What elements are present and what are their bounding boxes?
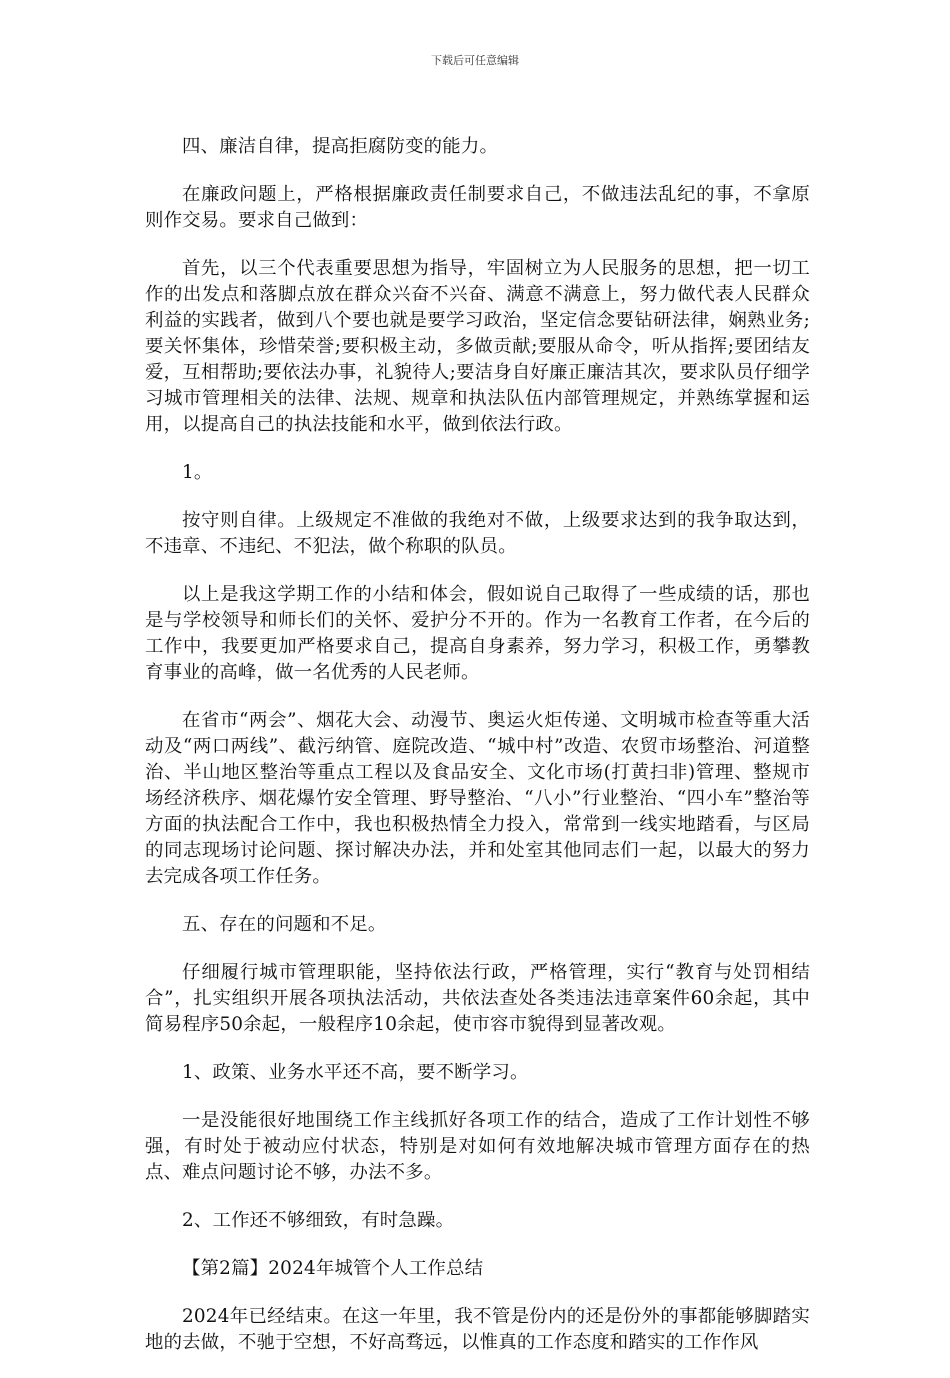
paragraph-item-number: 1。: [182, 462, 213, 483]
paragraph-year-ended: 2024年已经结束。在这一年里，我不管是份内的还是份外的事都能够脚踏实地的去做，不驰于空想，不好高骛远，以惟真的工作态度和踏实的工作作风: [145, 1306, 810, 1353]
paragraph-city-management: 仔细履行城市管理职能，坚持依法行政，严格管理，实行“教育与处罚相结合”，扎实组织开展各项执法活动，共依法查处各类违法违章案件60余起，其中简易程序50余起，一般程序10余起，使市容市貌得到显著改观。: [145, 962, 810, 1035]
document-body: [145, 134, 810, 1378]
paragraph-first-three-represents: 首先，以三个代表重要思想为指导，牢固树立为人民服务的思想，把一切工作的出发点和落脚点放在群众兴奋不兴奋、满意不满意上，努力做代表人民群众利益的实践者，做到八个要也就是要学习政治，坚定信念要钻研法律，娴熟业务;要关怀集体，珍惜荣誉;要积极主动，多做贡献;要服从命令，听从指挥;要团结友爱，互相帮助;要依法办事，礼貌待人;要洁身自好廉正廉洁其次，要求队员仔细学习城市管理相关的法律、法规、规章和执法队伍内部管理规定，并熟练掌握和运用，以提高自己的执法技能和水平，做到依法行政。: [145, 258, 810, 435]
paragraph-work-mainline: 一是没能很好地围绕工作主线抓好各项工作的结合，造成了工作计划性不够强，有时处于被动应付状态，特别是对如何有效地解决城市管理方面存在的热点、难点问题讨论不够，办法不多。: [145, 1110, 810, 1183]
list-item-policy-level: 1、政策、业务水平还不高，要不断学习。: [182, 1062, 529, 1083]
article-title-second: 【第2篇】2024年城管个人工作总结: [182, 1258, 484, 1279]
list-item-work-detail: 2、工作还不够细致，有时急躁。: [182, 1210, 455, 1231]
paragraph-semester-summary: 以上是我这学期工作的小结和体会，假如说自己取得了一些成绩的话，那也是与学校领导和师长们的关怀、爱护分不开的。作为一名教育工作者，在今后的工作中，我要更加严格要求自己，提高自身素养，努力学习，积极工作，勇攀教育事业的高峰，做一名优秀的人民老师。: [145, 584, 810, 683]
paragraph-self-discipline: 按守则自律。上级规定不准做的我绝对不做，上级要求达到的我争取达到，不违章、不违纪、不犯法，做个称职的队员。: [145, 510, 810, 557]
section-heading-problems: 五、存在的问题和不足。: [182, 914, 387, 935]
section-heading-integrity: 四、廉洁自律，提高拒腐防变的能力。: [182, 136, 499, 157]
paragraph-enforcement-cooperation: 在省市“两会”、烟花大会、动漫节、奥运火炬传递、文明城市检查等重大活动及“两口两线”、截污纳管、庭院改造、“城中村”改造、农贸市场整治、河道整治、半山地区整治等重点工程以及食品安全、文化市场(打黄扫非)管理、整规市场经济秩序、烟花爆竹安全管理、野导整治、“八小”行业整治、“四小车”整治等方面的执法配合工作中，我也积极热情全力投入，常常到一线实地踏看，与区局的同志现场讨论问题、探讨解决办法，并和处室其他同志们一起，以最大的努力去完成各项工作任务。: [145, 710, 810, 887]
page-header-note: 下载后可任意编辑: [431, 54, 519, 67]
paragraph-integrity-intro: 在廉政问题上，严格根据廉政责任制要求自己，不做违法乱纪的事，不拿原则作交易。要求自己做到：: [145, 184, 810, 231]
